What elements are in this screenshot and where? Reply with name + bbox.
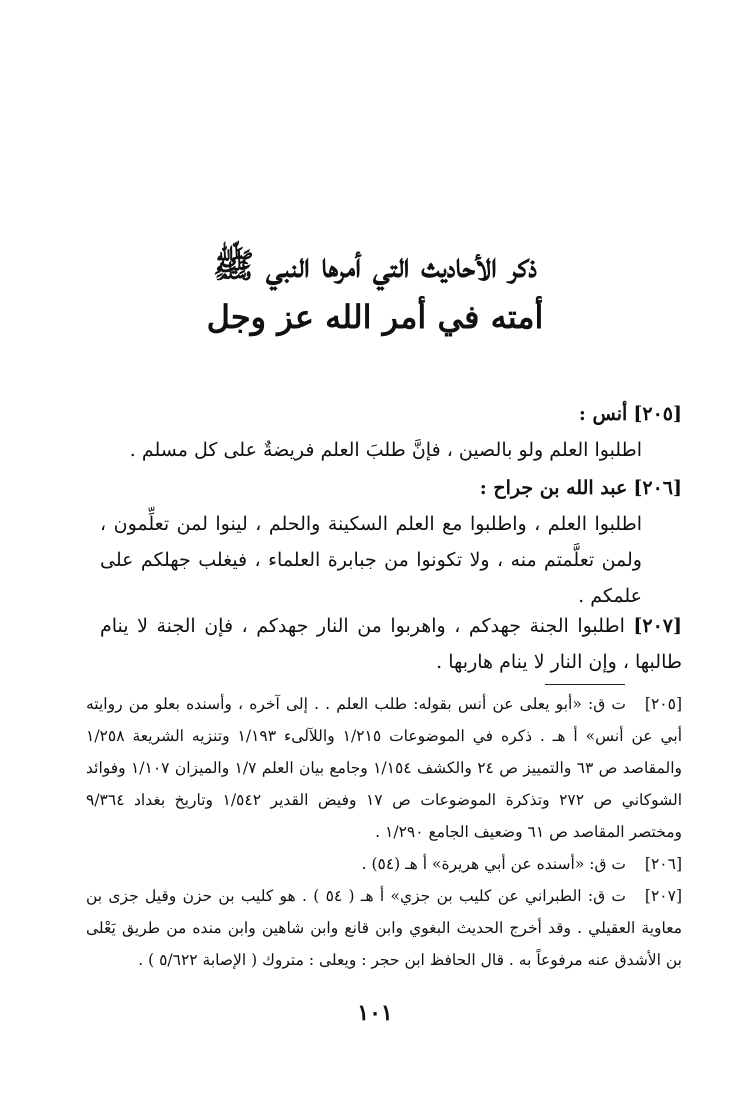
- footnote-207: [86, 880, 682, 976]
- footnote-number: [٢٠٦]: [644, 855, 682, 873]
- footnotes: [86, 688, 682, 976]
- footnote-number: [٢٠٥]: [644, 695, 682, 713]
- hadith-206: [100, 470, 682, 614]
- chapter-title-line-1: ذكر الأحاديث التي أمرها النبي ﷺ: [212, 246, 538, 286]
- footnote-text: ت ق: «أسنده عن أبي هريرة» أ هـ (٥٤) .: [361, 855, 626, 873]
- hadith-narrator: عبد الله بن جراح :: [479, 477, 628, 499]
- footnote-205: [86, 688, 682, 848]
- page-number: ١٠١: [357, 1000, 393, 1026]
- hadith-narrator: أنس :: [578, 403, 628, 425]
- footnote-separator: [545, 684, 625, 685]
- hadith-number: [٢٠٥]: [633, 403, 682, 425]
- footnote-text: ت ق: «أبو يعلى عن أنس بقوله: طلب العلم . . إلى آخره ، وأسنده بعلو من روايته أبي عن أنس» أ هـ . ذكره في الموضوعات ١/٢١٥ واللآلىء ١/١٩٣ وتنزيه الشريعة ١/٢٥٨ والمقاصد ص ٦٣ والتمييز ص ٢٤ والكشف ١/١٥٤ وجامع بيان العلم ١/٧ والميزان ١/١٠٧ وفوائد الشوكاني ص ٢٧٢ وتذكرة الموضوعات ص ١٧ وفيض القدير ١/٥٤٢ وتاريخ بغداد ٩/٣٦٤ ومختصر المقاصد ص ٦١ وضعيف الجامع ١/٢٩٠ .: [86, 695, 683, 841]
- hadith-207: [100, 608, 682, 680]
- hadith-205: [100, 396, 682, 468]
- footnote-text: ت ق: الطبراني عن كليب بن جزي» أ هـ ( ٥٤ ) . هو كليب بن حزن وقيل جزى بن معاوية العقيلي . وقد أخرج الحديث البغوي وابن قانع وابن شاهين وابن منده من طريق يَعْلى بن الأشدق عنه مرفوعاً به . قال الحافظ ابن حجر : ويعلى : متروك ( الإصابة ٥/٦٢٢ ) .: [86, 887, 682, 969]
- footnote-number: [٢٠٧]: [644, 887, 682, 905]
- hadith-text: اطلبوا الجنة جهدكم ، واهربوا من النار جهدكم ، فإن الجنة لا ينام طالبها ، وإن النار لا ينام هاربها .: [100, 615, 682, 673]
- hadith-text: اطلبوا العلم ولو بالصين ، فإنَّ طلبَ العلم فريضةٌ على كل مسلم .: [129, 439, 642, 461]
- hadith-number: [٢٠٦]: [633, 477, 682, 499]
- hadith-number: [٢٠٧]: [633, 615, 683, 637]
- footnote-206: [86, 848, 682, 880]
- chapter-title-line-2: أمته في أمر الله عز وجل: [206, 298, 544, 336]
- chapter-title: [130, 240, 620, 342]
- hadith-text: اطلبوا العلم ، واطلبوا مع العلم السكينة والحلم ، لينوا لمن تعلِّمون ، ولمن تعلَّمتم منه ، ولا تكونوا من جبابرة العلماء ، فيغلب جهلكم على علمكم .: [100, 513, 642, 607]
